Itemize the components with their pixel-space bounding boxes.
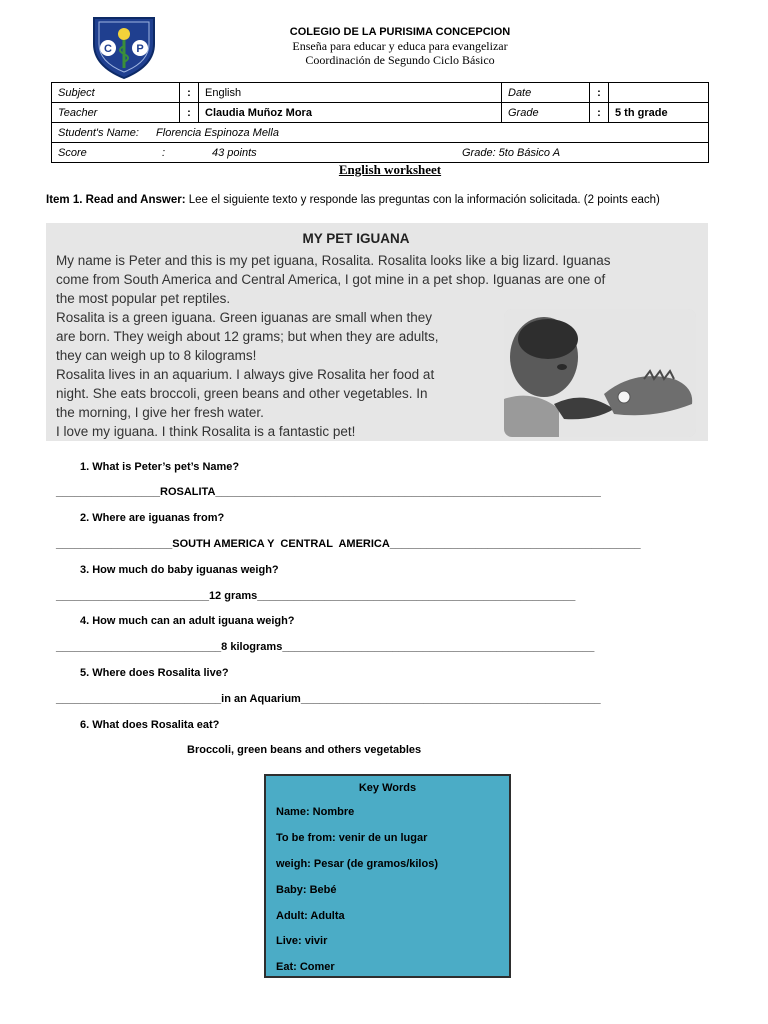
table-row — [52, 123, 709, 143]
key-word-item: Name: Nombre — [276, 806, 355, 818]
reading-line: night. She eats broccoli, green beans and other vegetables. In — [56, 386, 428, 401]
colon: : — [590, 103, 609, 123]
table-row — [52, 83, 709, 103]
answer-2: ___________________SOUTH AMERICA Y CENTRAL AMERICA_________________________________________ — [56, 538, 641, 550]
grade-label: Grade — [502, 103, 590, 123]
colon: : — [590, 83, 609, 103]
school-name: COLEGIO DE LA PURISIMA CONCEPCION — [289, 26, 511, 38]
table-row — [52, 143, 709, 163]
worksheet-title: English worksheet — [338, 162, 442, 177]
student-name-cell — [52, 123, 709, 143]
question-4: 4. How much can an adult iguana weigh? — [80, 615, 295, 627]
question-1: 1. What is Peter’s pet’s Name? — [80, 461, 240, 473]
score-cell — [52, 143, 709, 163]
grade-value: 5 th grade — [609, 103, 709, 123]
student-value: Florencia Espinoza Mella — [156, 126, 279, 139]
score-grade: Grade: 5to Básico A — [462, 146, 561, 159]
score-label: Score — [58, 146, 87, 159]
table-row — [52, 103, 709, 123]
student-label: Student's Name: — [58, 126, 139, 139]
colon: : — [180, 83, 199, 103]
key-word-item: Adult: Adulta — [276, 910, 345, 922]
reading-title: MY PET IGUANA — [302, 231, 410, 246]
teacher-label: Teacher — [52, 103, 180, 123]
date-value — [609, 83, 709, 103]
reading-line: Rosalita is a green iguana. Green iguanas are small when they — [56, 310, 432, 325]
item1-instructions — [46, 193, 726, 208]
key-word-item: Live: vivir — [276, 935, 328, 947]
answer-4: ___________________________8 kilograms___________________________________________________ — [56, 641, 595, 653]
item1-label: Item 1. Read and Answer: — [46, 194, 186, 206]
colon: : — [162, 146, 166, 159]
logo-letter-c: C — [104, 43, 112, 55]
key-word-item: Eat: Comer — [276, 961, 335, 973]
reading-line: the morning, I give her fresh water. — [56, 405, 264, 420]
reading-line: the most popular pet reptiles. — [56, 291, 231, 306]
question-3: 3. How much do baby iguanas weigh? — [80, 564, 279, 576]
key-word-item: Baby: Bebé — [276, 884, 337, 896]
subject-value: English — [199, 83, 502, 103]
question-2: 2. Where are iguanas from? — [80, 512, 225, 524]
reading-line: they can weigh up to 8 kilograms! — [56, 348, 257, 363]
answer-5: ___________________________in an Aquarium_________________________________________________ — [56, 693, 601, 705]
score-value: 43 points — [212, 146, 257, 159]
reading-line: are born. They weigh about 12 grams; but when they are adults, — [56, 329, 439, 344]
answer-1: _________________ROSALITA_______________________________________________________________ — [56, 486, 601, 498]
answer-6: Broccoli, green beans and others vegetables — [187, 744, 422, 756]
question-5: 5. Where does Rosalita live? — [80, 667, 229, 679]
reading-line: Rosalita lives in an aquarium. I always give Rosalita her food at — [56, 367, 435, 382]
key-word-item: weigh: Pesar (de gramos/kilos) — [276, 858, 438, 870]
key-words-title: Key Words — [358, 782, 417, 794]
answer-3: _________________________12 grams____________________________________________________ — [56, 590, 576, 602]
school-logo — [88, 14, 160, 80]
reading-line: I love my iguana. I think Rosalita is a fantastic pet! — [56, 424, 356, 439]
reading-passage — [46, 223, 708, 441]
boy-with-iguana-photo — [504, 309, 696, 437]
teacher-value: Claudia Muñoz Mora — [199, 103, 502, 123]
key-words-box — [264, 774, 511, 978]
coordination-line: Coordinación de Segundo Ciclo Básico — [305, 53, 495, 67]
student-info-table — [51, 82, 709, 163]
date-label: Date — [502, 83, 590, 103]
key-word-item: To be from: venir de un lugar — [276, 832, 428, 844]
subject-label: Subject — [52, 83, 180, 103]
school-motto: Enseña para educar y educa para evangelizar — [292, 39, 508, 53]
question-6: 6. What does Rosalita eat? — [80, 719, 220, 731]
item1-text: Lee el siguiente texto y responde las preguntas con la información solicitada. (2 points each) — [188, 194, 660, 206]
logo-letter-p: P — [136, 43, 144, 55]
colon: : — [180, 103, 199, 123]
reading-line: come from South America and Central America, I got mine in a pet shop. Iguanas are one of — [56, 272, 606, 287]
reading-line: My name is Peter and this is my pet iguana, Rosalita. Rosalita looks like a big lizard. Iguanas — [56, 253, 611, 268]
